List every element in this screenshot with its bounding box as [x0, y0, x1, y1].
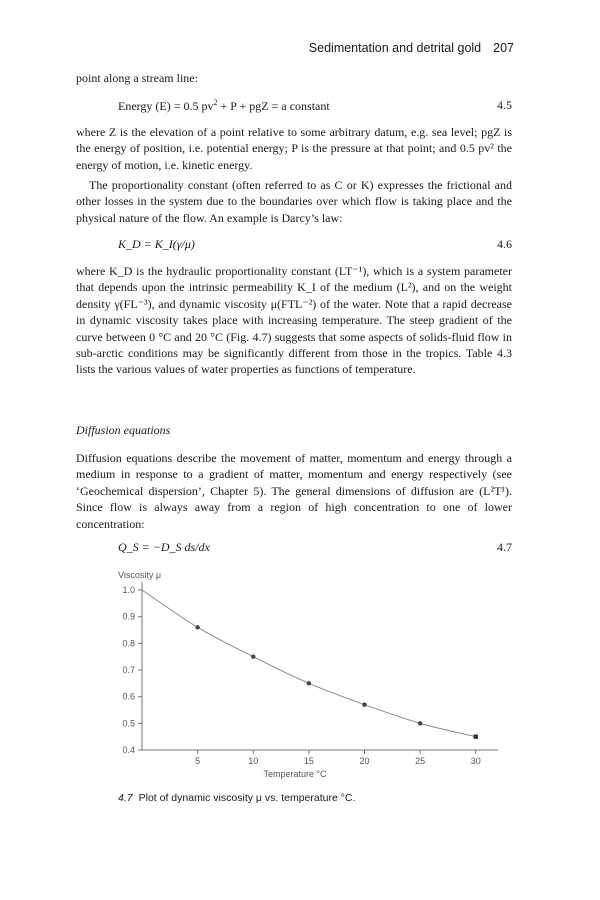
equation-4-6 — [118, 237, 512, 252]
data-point — [362, 702, 366, 706]
viscosity-curve — [142, 590, 476, 737]
equation-4-7-text: Q_S = −D_S ds/dx — [118, 540, 210, 554]
y-tick-label: 0.6 — [122, 691, 135, 702]
data-point — [418, 721, 422, 725]
paragraph-darcy: where K_D is the hydraulic proportionality constant (LT⁻¹), which is a system parameter that depends upon the intrinsic permeability K_I of the medium (L²), and on the weight density γ(FL⁻³), and dynamic viscosity μ(FTL⁻²) of the water. Note that a rapid decrease in dynamic viscosity takes place with increasing temperature. The steep gradient of the curve between 0 °C and 20 °C (Fig. 4.7) suggests that some aspects of solids-fluid flow in sub-arctic conditions may be significantly different from those in the tropics. Table 4.3 lists the various values of water properties as functions of temperature. — [76, 264, 512, 377]
running-head — [309, 41, 514, 55]
paragraph-proportionality: The proportionality constant (often referred to as C or K) expresses the frictional and other losses in the system due to the boundaries over which flow is taking place and the physical nature of the flow. An example is Darcy’s law: — [76, 178, 512, 225]
y-tick-label: 0.9 — [122, 611, 135, 622]
x-tick-label: 15 — [303, 756, 314, 766]
x-tick-label: 25 — [415, 756, 426, 766]
paragraph-energy: where Z is the elevation of a point relative to some arbitrary datum, e.g. sea level; pgZ is the energy of position, i.e. potential energy; P is the pressure at that point; and 0.5 pv² the energy of motion, i.e. kinetic energy. — [76, 125, 512, 172]
page-number: 207 — [493, 41, 514, 55]
equation-number: 4.6 — [497, 237, 512, 251]
equation-4-5-sup: 2 — [213, 98, 218, 107]
equation-4-5-rhs: + P + pgZ = a constant — [217, 99, 330, 113]
x-axis-label: Temperature °C — [263, 769, 327, 779]
equation-4-7 — [118, 540, 512, 555]
y-tick-label: 0.8 — [122, 638, 135, 649]
y-tick-label: 0.4 — [122, 745, 135, 755]
x-tick-label: 10 — [248, 756, 259, 766]
y-tick-label: 0.5 — [122, 718, 135, 729]
paragraph-diffusion: Diffusion equations describe the movement of matter, momentum and energy through a medium in response to a gradient of matter, momentum and energy respectively (see ‘Geochemical dispersion’, Chapter 5). The general dimensions of diffusion are (L²T¹). Since flow is always away from a region of high concentration to one of lower concentration: — [76, 451, 512, 531]
equation-4-5-lhs: Energy (E) = 0.5 pv — [118, 99, 214, 113]
data-point — [307, 681, 311, 685]
figure-caption — [118, 792, 355, 804]
running-head-title: Sedimentation and detrital gold — [308, 41, 482, 55]
data-point — [251, 654, 255, 658]
equation-number: 4.7 — [497, 540, 512, 554]
x-tick-label: 30 — [470, 756, 481, 766]
figure-number: 4.7 — [118, 792, 133, 804]
x-tick-label: 20 — [359, 756, 370, 766]
data-point — [195, 625, 199, 629]
paragraph-intro: point along a stream line: — [76, 71, 198, 85]
viscosity-chart — [110, 560, 510, 785]
figure-caption-text: Plot of dynamic viscosity μ vs. temperature °C. — [138, 792, 356, 804]
y-tick-label: 1.0 — [122, 585, 135, 595]
equation-4-5 — [118, 98, 512, 114]
y-axis-label: Viscosity μ — [118, 570, 162, 580]
equation-4-6-text: K_D = K_I(γ/μ) — [118, 237, 195, 251]
equation-number: 4.5 — [497, 98, 512, 112]
y-tick-label: 0.7 — [122, 665, 135, 675]
section-heading: Diffusion equations — [76, 423, 171, 437]
x-tick-label: 5 — [195, 756, 201, 766]
data-point — [474, 734, 478, 738]
